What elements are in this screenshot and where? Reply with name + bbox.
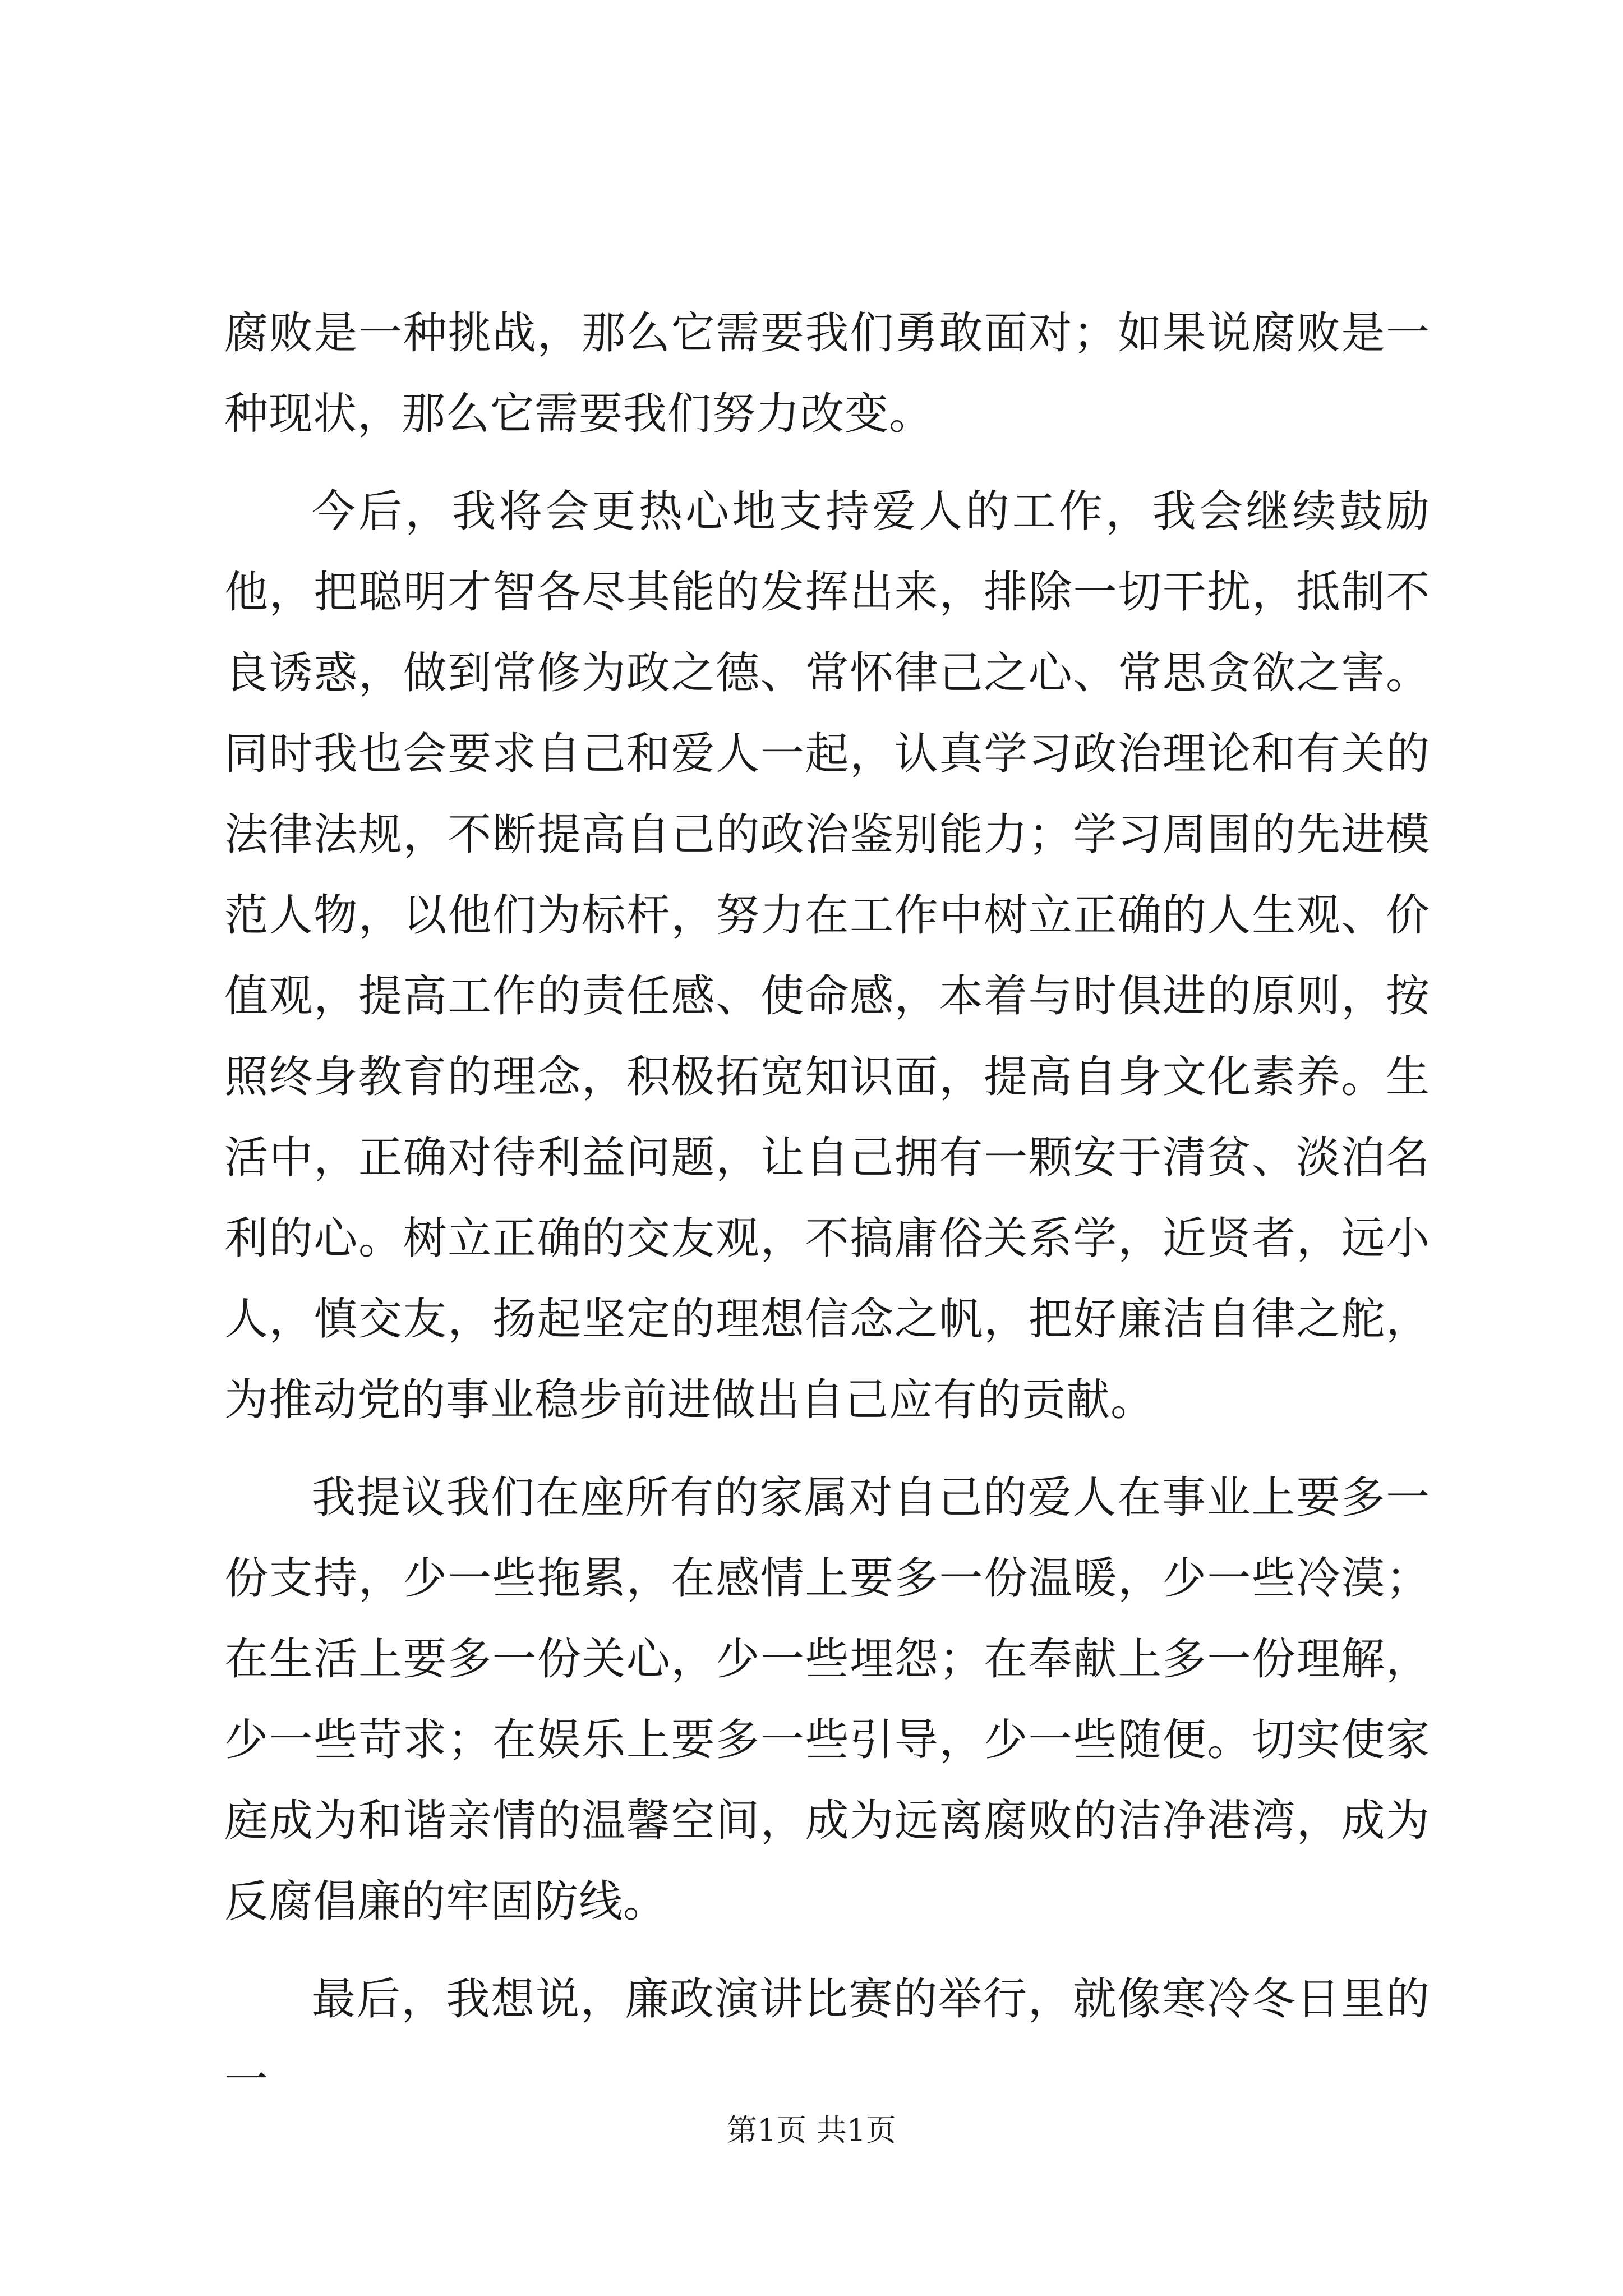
paragraph-4: 最后，我想说，廉政演讲比赛的举行，就像寒冷冬日里的一 [224, 1974, 1430, 2105]
paragraph-2: 今后，我将会更热心地支持爱人的工作，我会继续鼓励他，把聪明才智各尽其能的发挥出来，排除一切干扰，抵制不良诱惑，做到常修为政之德、常怀律己之心、常思贪欲之害。同时我也会要求自己和爱人一起，认真学习政治理论和有关的法律法规，不断提高自己的政治鉴别能力；学习周围的先进模范人物，以他们为标杆，努力在工作中树立正确的人生观、价值观，提高工作的责任感、使命感，本着与时俱进的原则，按照终身教育的理念，积极拓宽知识面，提高自身文化素养。生活中，正确对待利益问题，让自己拥有一颗安于清贫、淡泊名利的心。树立正确的交友观，不搞庸俗关系学，近贤者，远小人，慎交友，扬起坚定的理想信念之帆，把好廉洁自律之舵，为推动党的事业稳步前进做出自己应有的贡献。 [224, 486, 1430, 1425]
body-text [224, 293, 1430, 2137]
paragraph-3: 我提议我们在座所有的家属对自己的爱人在事业上要多一份支持，少一些拖累，在感情上要多一份温暖，少一些冷漠；在生活上要多一份关心，少一些埋怨；在奉献上多一份理解，少一些苛求；在娱乐上要多一些引导，少一些随便。切实使家庭成为和谐亲情的温馨空间，成为远离腐败的洁净港湾，成为反腐倡廉的牢固防线。 [224, 1473, 1430, 1927]
page-footer: 第1页 共1页 [727, 2113, 896, 2148]
paragraph-1: 腐败是一种挑战，那么它需要我们勇敢面对；如果说腐败是一种现状，那么它需要我们努力改变。 [224, 308, 1430, 439]
